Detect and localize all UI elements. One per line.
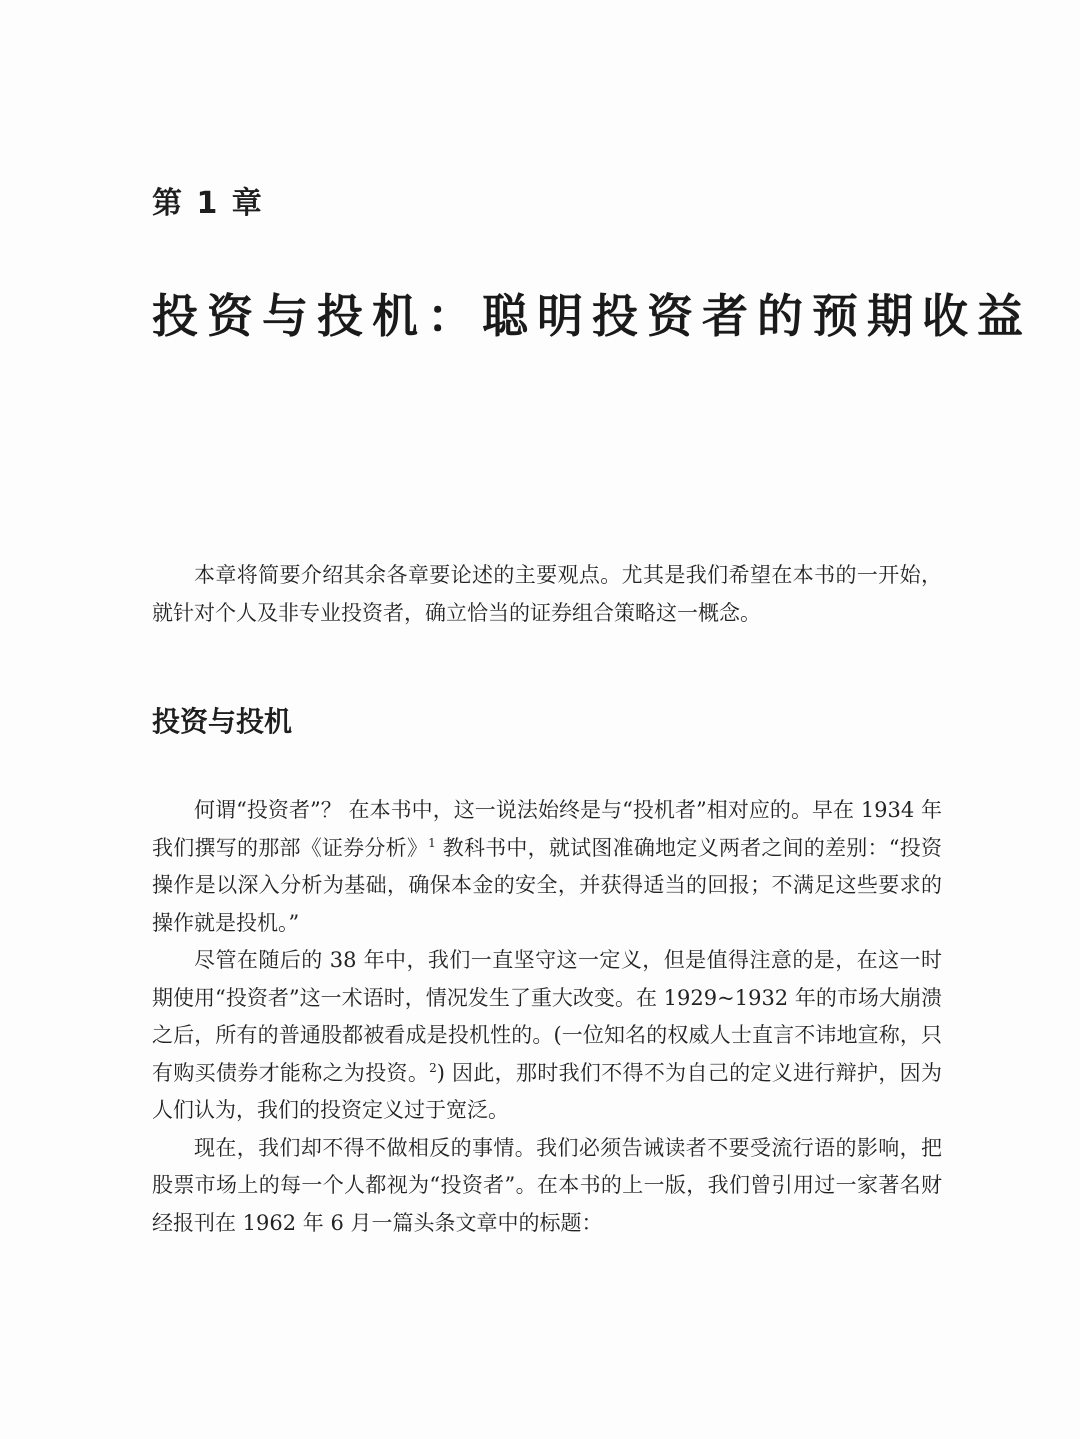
body-text xyxy=(152,792,942,1242)
paragraph-1-text-b: 教科书中，就试图准确地定义两者之间的差别：“投资操作是以深入分析为基础，确保本金的安全，并获得适当的回报；不满足这些要求的操作就是投机。” xyxy=(152,835,942,935)
paragraph-2-text-a: 尽管在随后的 38 年中，我们一直坚守这一定义，但是值得注意的是，在这一时期使用“投资者”这一术语时，情况发生了重大改变。在 1929~1932 年的市场大崩溃之后，所有的普通股都被看成是投机性的。(一位知名的权威人士直言不讳地宣称，只有购买债券才能称之为投资。 xyxy=(152,948,942,1085)
paragraph-1-text-a: 何谓“投资者”？ 在本书中，这一说法始终是与“投机者”相对应的。早在 1934 年我们撰写的那部《证券分析》 xyxy=(152,798,942,860)
paragraph-2 xyxy=(152,942,942,1130)
paragraph-2-text-b: ) 因此，那时我们不得不为自己的定义进行辩护，因为人们认为，我们的投资定义过于宽泛。 xyxy=(152,1060,943,1122)
paragraph-3: 现在，我们却不得不做相反的事情。我们必须告诫读者不要受流行语的影响，把股票市场上的每一个人都视为“投资者”。在本书的上一版，我们曾引用过一家著名财经报刊在 1962 年 6 月一篇头条文章中的标题： xyxy=(152,1135,942,1235)
footnote-ref-1: 1 xyxy=(428,835,436,850)
paragraph-1 xyxy=(152,792,942,942)
chapter-label: 第 1 章 xyxy=(152,186,264,221)
section-heading: 投资与投机 xyxy=(152,705,293,738)
chapter-title: 投资与投机：聪明投资者的预期收益 xyxy=(152,289,1032,343)
chapter-intro-paragraph: 本章将简要介绍其余各章要论述的主要观点。尤其是我们希望在本书的一开始，就针对个人及非专业投资者，确立恰当的证券组合策略这一概念。 xyxy=(152,563,942,625)
footnote-ref-2: 2 xyxy=(429,1060,437,1075)
